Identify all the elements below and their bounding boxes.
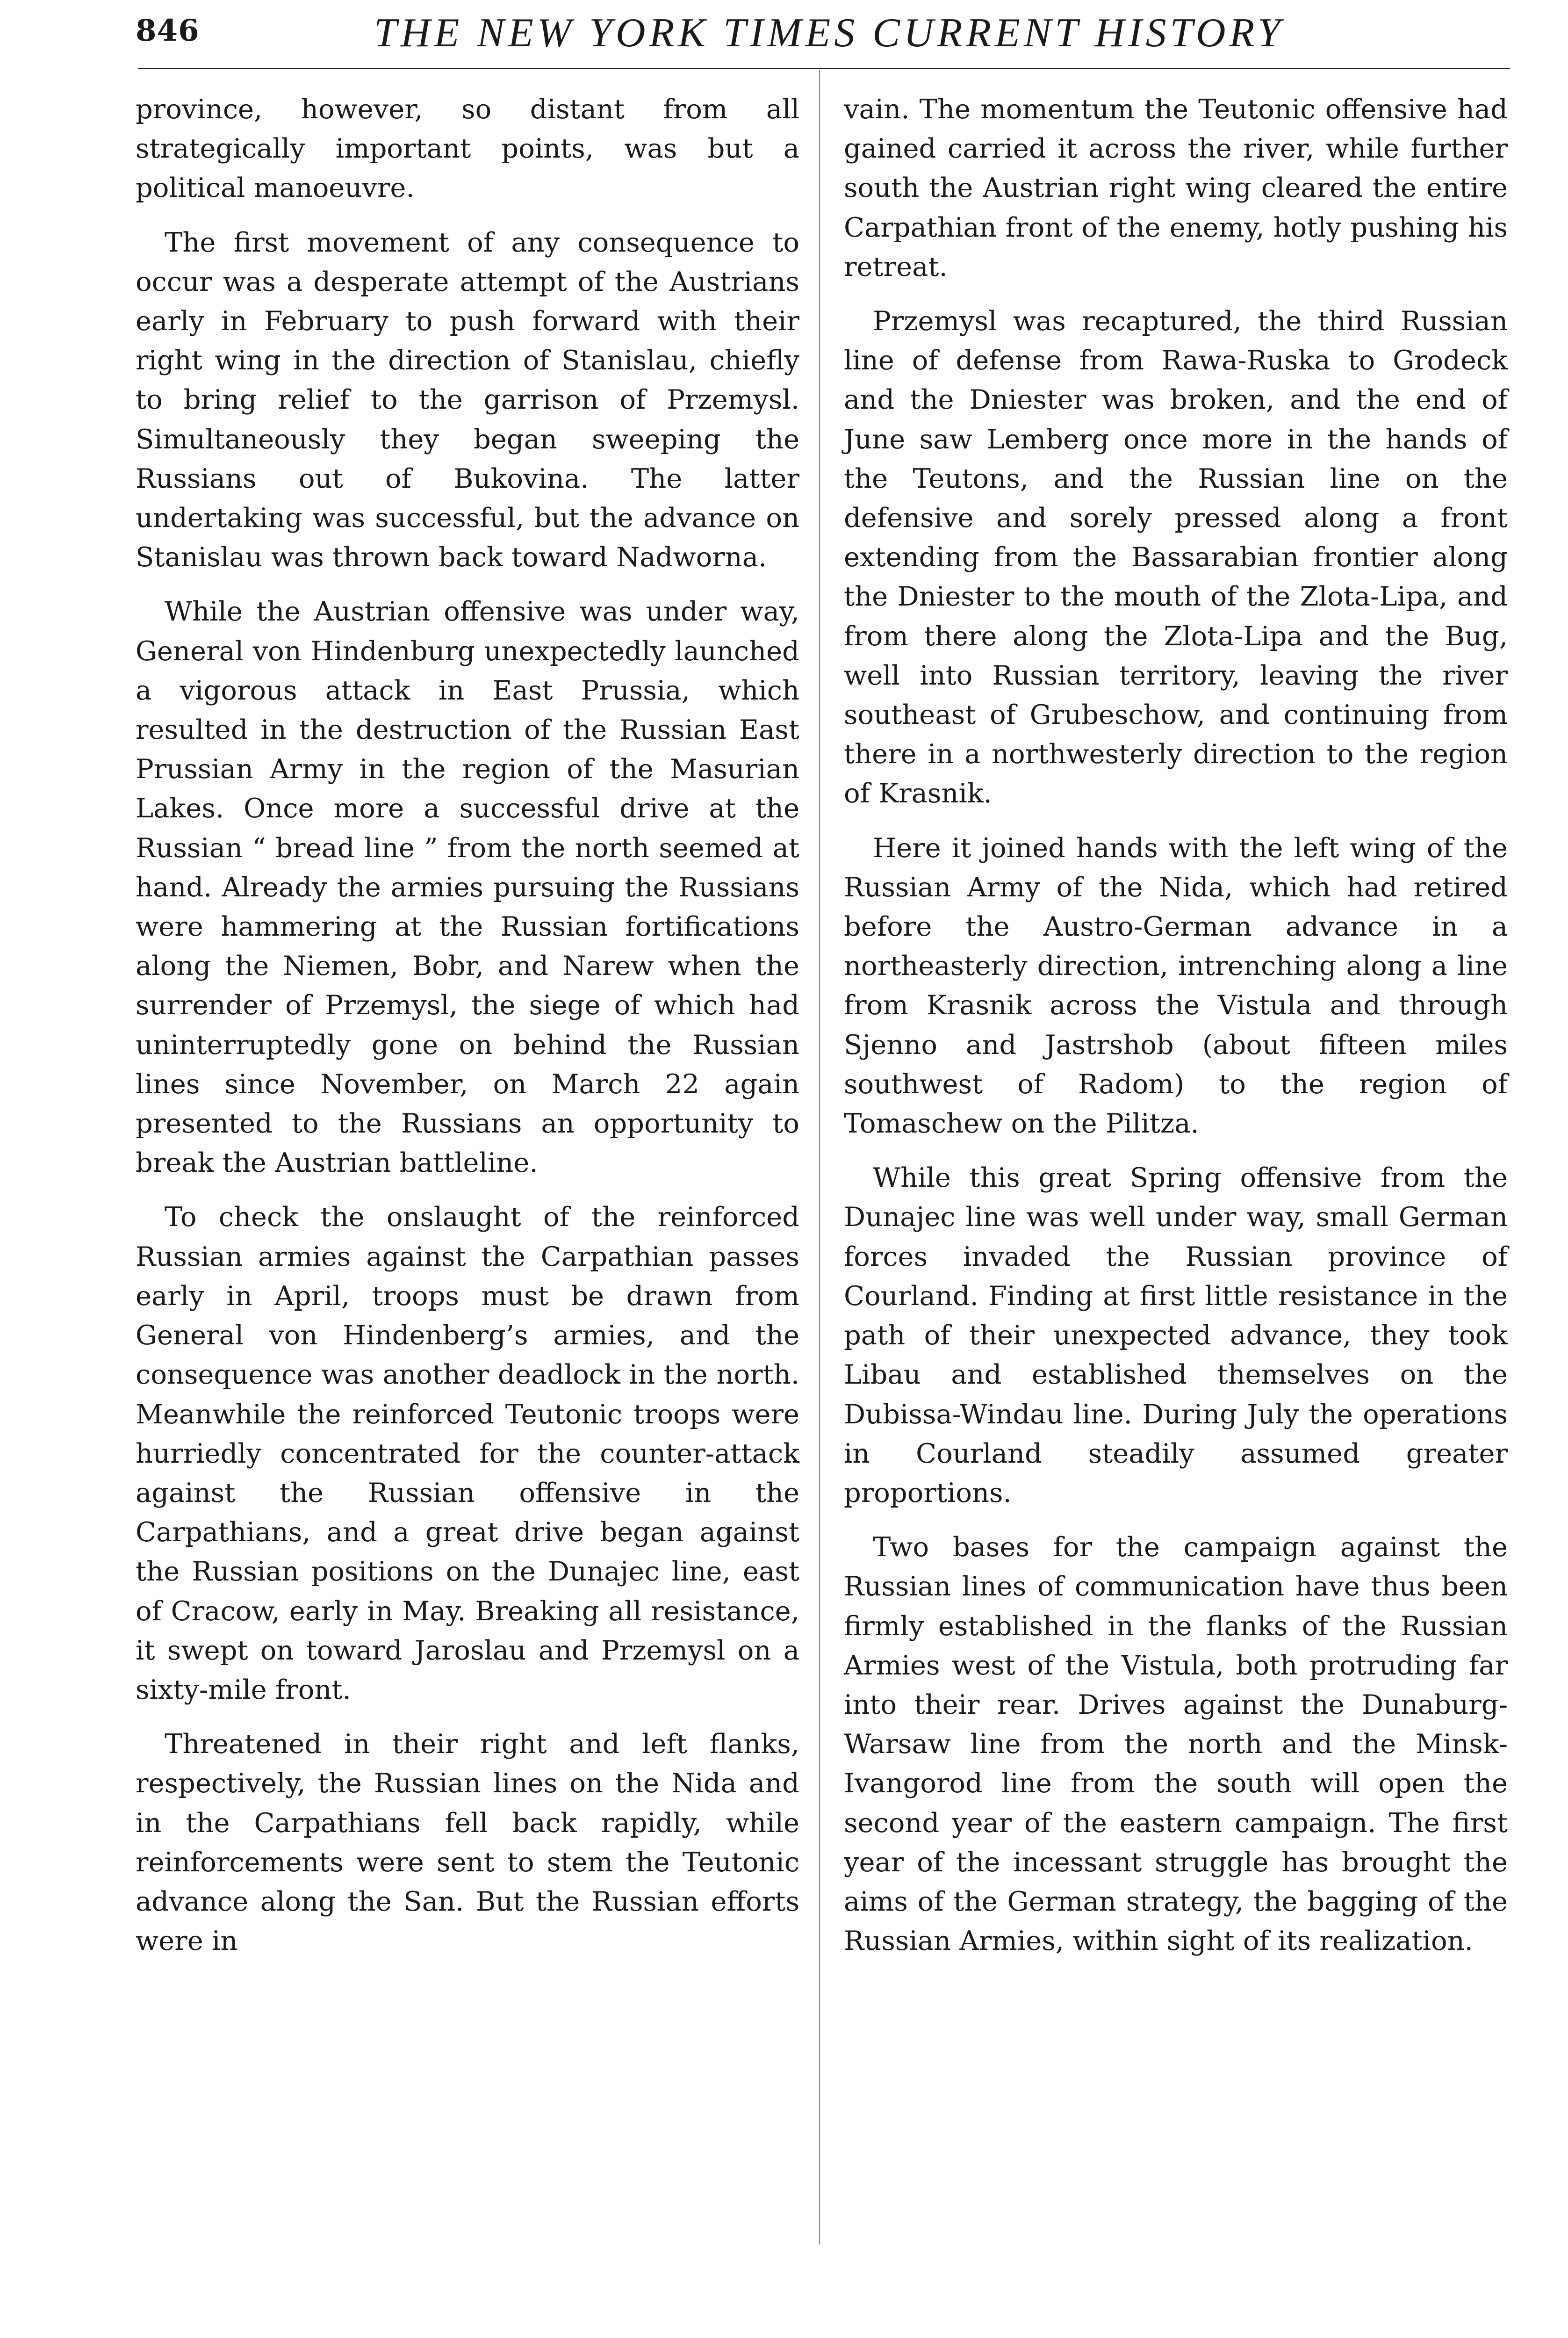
paragraph: Two bases for the campaign against the Russian lines of communication have thus been firmly established in the flanks of the Russian Armies west of the Vistula, both protruding far into their rear. Drives against the Dunaburg-Warsaw line from the north and the Minsk-Ivangorod line from the south will open the second year of the eastern campaign. The first year of the incessant struggle has brought the aims of the German strategy, the bagging of the Russian Armies, within sight of its realization. [844, 1531, 1508, 1957]
running-title: THE NEW YORK TIMES CURRENT HISTORY [374, 10, 1284, 56]
right-column [844, 90, 1508, 1976]
paragraph: The first movement of any consequence to occur was a desperate attempt of the Austrians early in February to push forward with their right wing in the direction of Stanislau, chiefly to bring relief to the garrison of Przemysl. Simultaneously they began sweeping the Russians out of Bukovina. The latter undertaking was successful, but the advance on Stanislau was thrown back toward Nadworna. [136, 226, 799, 573]
column-divider [819, 70, 820, 2244]
left-column [136, 90, 799, 1976]
paragraph: vain. The momentum the Teutonic offensive had gained carried it across the river, while further south the Austrian right wing cleared the entire Carpathian front of the enemy, hotly pushing his retreat. [844, 94, 1508, 282]
paragraph: While this great Spring offensive from the Dunajec line was well under way, small German forces invaded the Russian province of Courland. Finding at first little resistance in the path of their unexpected advance, they took Libau and established themselves on the Dubissa-Windau line. During July the operations in Courland steadily assumed greater proportions. [844, 1162, 1508, 1508]
page-number: 846 [136, 13, 200, 48]
paragraph: province, however, so distant from all strategically important points, was but a political manoeuvre. [136, 94, 799, 204]
paragraph: Threatened in their right and left flanks, respectively, the Russian lines on the Nida and in the Carpathians fell back rapidly, while reinforcements were sent to stem the Teutonic advance along the San. But the Russian efforts were in [136, 1728, 799, 1957]
paragraph: To check the onslaught of the reinforced Russian armies against the Carpathian passes early in April, troops must be drawn from General von Hindenberg’s armies, and the consequence was another deadlock in the north. Meanwhile the reinforced Teutonic troops were hurriedly concentrated for the counter-attack against the Russian offensive in the Carpathians, and a great drive began against the Russian positions on the Dunajec line, east of Cracow, early in May. Breaking all resistance, it swept on toward Jaroslau and Przemysl on a sixty-mile front. [136, 1201, 799, 1705]
paragraph: While the Austrian offensive was under way, General von Hindenburg unexpectedly launched a vigorous attack in East Prussia, which resulted in the destruction of the Russian East Prussian Army in the region of the Masurian Lakes. Once more a successful drive at the Russian “ bread line ” from the north seemed at hand. Already the armies pursuing the Russians were hammering at the Russian fortifications along the Niemen, Bobr, and Narew when the surrender of Przemysl, the siege of which had uninterruptedly gone on behind the Russian lines since November, on March 22 again presented to the Russians an opportunity to break the Austrian battleline. [136, 596, 799, 1179]
page-header [136, 9, 1510, 61]
header-rule [138, 68, 1510, 69]
paragraph: Przemysl was recaptured, the third Russian line of defense from Rawa-Ruska to Grodeck and the Dniester was broken, and the end of June saw Lemberg once more in the hands of the Teutons, and the Russian line on the defensive and sorely pressed along a front extending from the Bassarabian frontier along the Dniester to the mouth of the Zlota-Lipa, and from there along the Zlota-Lipa and the Bug, well into Russian territory, leaving the river southeast of Grubeschow, and continuing from there in a northwesterly direction to the region of Krasnik. [844, 305, 1508, 809]
paragraph: Here it joined hands with the left wing of the Russian Army of the Nida, which had retired before the Austro-German advance in a northeasterly direction, intrenching along a line from Krasnik across the Vistula and through Sjenno and Jastrshob (about fifteen miles southwest of Radom) to the region of Tomaschew on the Pilitza. [844, 832, 1508, 1140]
